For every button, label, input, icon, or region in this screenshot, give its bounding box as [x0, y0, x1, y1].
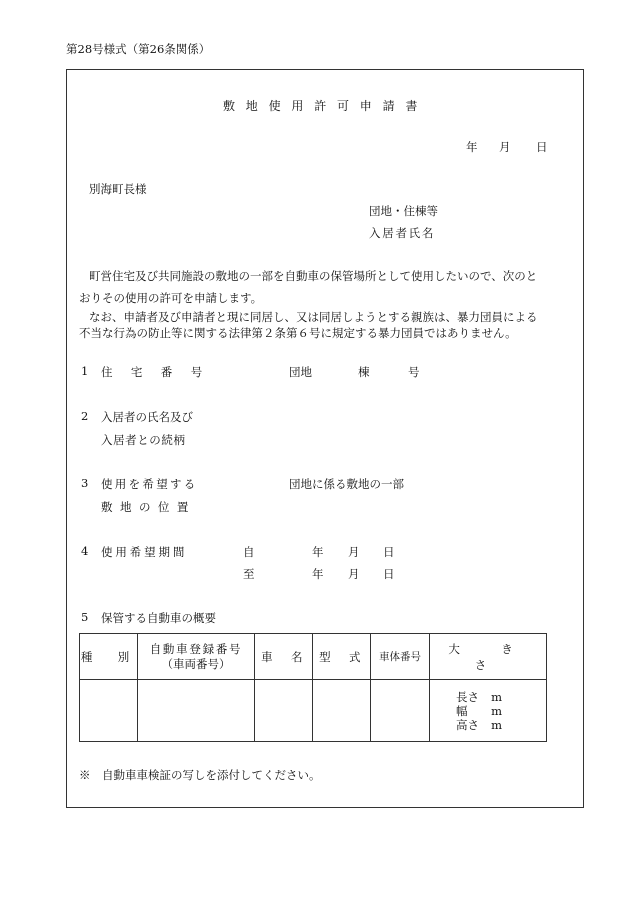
cell-kind[interactable] [80, 680, 138, 742]
item-1-gou: 号 [408, 365, 420, 379]
item-1-label: 住宅番号 [101, 365, 221, 379]
header-model: 型 式 [313, 634, 371, 680]
cell-registration[interactable] [138, 680, 255, 742]
body-line-4: 不当な行為の防止等に関する法律第２条第６号に規定する暴力団員ではありません。 [79, 326, 517, 340]
item-4-to-month: 月 [348, 567, 360, 581]
item-5-number: 5 [81, 610, 89, 624]
header-car-name: 車 名 [255, 634, 313, 680]
cell-car-name[interactable] [255, 680, 313, 742]
body-line-2: おりその使用の許可を申請します。 [79, 291, 263, 305]
item-4-from-month: 月 [348, 545, 360, 559]
item-1-danchi: 団地 [289, 365, 312, 379]
form-title: 敷地使用許可申請書 [223, 99, 429, 113]
form-frame [66, 69, 584, 808]
date-month: 月 [499, 140, 511, 154]
item-4-number: 4 [81, 544, 89, 558]
header-chassis: 車体番号 [371, 634, 430, 680]
item-4-to: 至 [243, 567, 255, 581]
item-2-number: 2 [81, 409, 89, 423]
item-3-value: 団地に係る敷地の一部 [289, 477, 404, 491]
applicant-name-label: 入居者氏名 [369, 226, 436, 240]
applicant-danchi-label: 団地・住棟等 [369, 204, 438, 218]
cell-size[interactable] [430, 680, 547, 742]
cell-chassis[interactable] [371, 680, 430, 742]
dim-width: 幅 m [456, 703, 502, 718]
item-4-from: 自 [243, 545, 255, 559]
item-3-number: 3 [81, 476, 89, 490]
header-kind: 種 別 [80, 634, 138, 680]
header-registration-line-1: 自動車登録番号 [149, 641, 243, 656]
addressee: 別海町長様 [89, 182, 147, 196]
item-3-line-2: 敷地の位置 [101, 500, 196, 514]
item-4-from-day: 日 [383, 545, 395, 559]
item-2-line-2: 入居者との続柄 [101, 433, 186, 447]
dim-length: 長さ m [456, 689, 502, 704]
item-4-to-year: 年 [312, 567, 324, 581]
header-size: 大 き さ [430, 634, 547, 680]
note: ※ 自動車車検証の写しを添付してください。 [79, 768, 321, 782]
table-header-row [80, 634, 547, 680]
form-number: 第28号様式（第26条関係） [66, 42, 211, 56]
item-4-from-year: 年 [312, 545, 324, 559]
item-1-tou: 棟 [358, 365, 370, 379]
date-day: 日 [536, 140, 548, 154]
item-4-label: 使用希望期間 [101, 545, 188, 559]
item-4-to-day: 日 [383, 567, 395, 581]
vehicle-table [79, 633, 555, 742]
item-5-label: 保管する自動車の概要 [101, 611, 216, 625]
item-3-line-1: 使用を希望する [101, 477, 198, 491]
item-1-number: 1 [81, 364, 89, 378]
dim-height: 高さ m [456, 717, 502, 732]
header-registration-line-2: （車両番号） [161, 656, 231, 671]
header-registration [138, 634, 255, 680]
date-year: 年 [466, 140, 478, 154]
item-2-line-1: 入居者の氏名及び [101, 410, 193, 424]
body-line-1: 町営住宅及び共同施設の敷地の一部を自動車の保管場所として使用したいので、次のと [89, 269, 538, 283]
body-line-3: なお、申請者及び申請者と現に同居し、又は同居しようとする親族は、暴力団員による [89, 310, 538, 324]
table-row [80, 680, 547, 742]
cell-model[interactable] [313, 680, 371, 742]
